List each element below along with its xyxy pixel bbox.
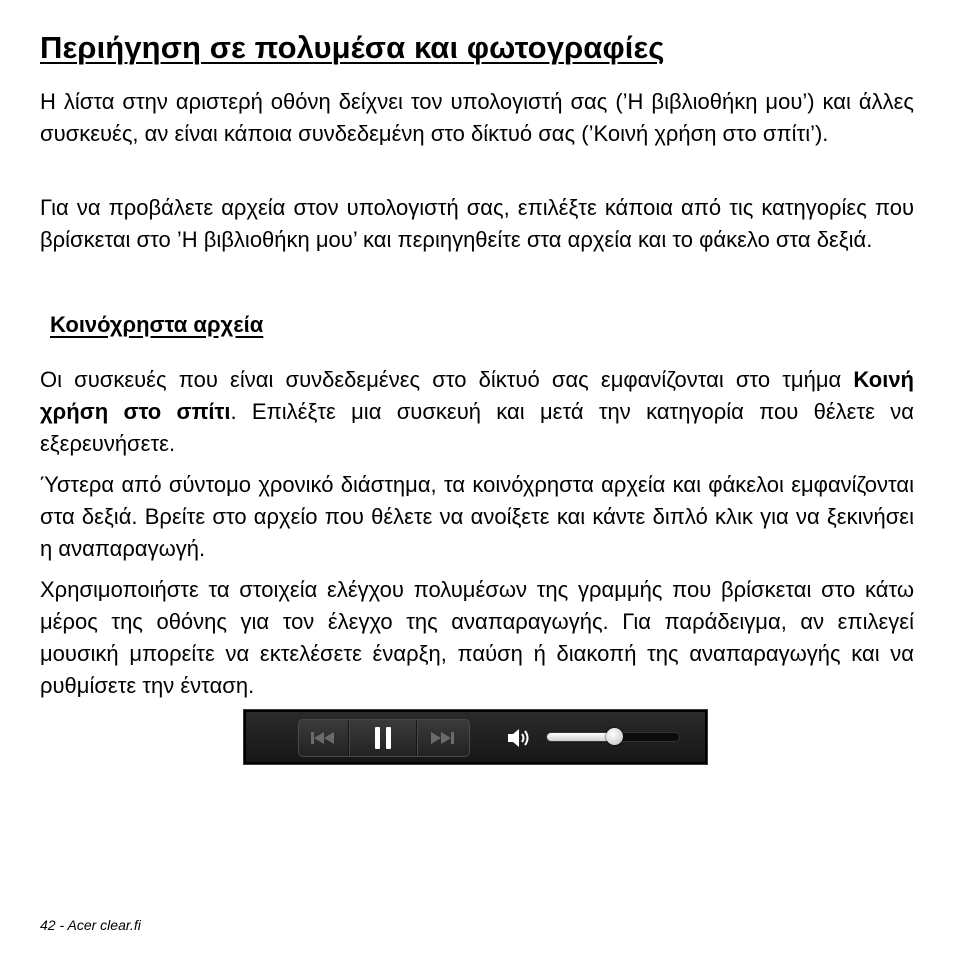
intro-paragraph-2: Για να προβάλετε αρχεία στον υπολογιστή σας, επιλέξτε κάποια από τις κατηγορίες που βρίσκεται στο ’Η βιβλιοθήκη μου’ και περιηγηθείτε στα αρχεία και το φάκελο στα δεξιά. (40, 195, 914, 252)
pause-button[interactable] (349, 720, 417, 756)
media-bar-inner (246, 712, 705, 762)
p1-text-before: Οι συσκευές που είναι συνδεδεμένες στο δίκτυό σας εμφανίζονται στο τμήμα (40, 367, 854, 392)
volume-icon[interactable] (508, 728, 532, 748)
home-sharing-bold: Κοινή χρήση στο σπίτι (40, 367, 914, 424)
next-icon (431, 731, 457, 745)
p1-text-after: . Επιλέξτε μια συσκευή και μετά την κατηγορία που θέλετε να εξερευνήσετε. (40, 399, 914, 456)
section-paragraph-2: Ύστερα από σύντομο χρονικό διάστημα, τα κοινόχρηστα αρχεία και φάκελοι εμφανίζονται στα δεξιά. Βρείτε στο αρχείο που θέλετε να ανοίξετε και κάντε διπλό κλικ για να ξεκινήσει η αναπαραγωγή. (40, 472, 914, 561)
previous-button[interactable] (299, 720, 349, 756)
previous-icon (311, 731, 337, 745)
section-paragraph-3: Χρησιμοποιήστε τα στοιχεία ελέγχου πολυμέσων της γραμμής που βρίσκεται στο κάτω μέρος της οθόνης για τον έλεγχο της αναπαραγωγής. Για παράδειγμα, αν επιλεγεί μουσική μπορείτε να εκτελέσετε έναρξη, παύση ή διακοπή της αναπαραγωγής και να ρυθμίσετε την ένταση. (40, 577, 914, 698)
section-title: Κοινόχρηστα αρχεία (50, 312, 264, 337)
next-button[interactable] (417, 720, 469, 756)
section-paragraph-1 (40, 364, 914, 460)
page-footer: 42 - Acer clear.fi (40, 917, 141, 933)
page-title: Περιήγηση σε πολυμέσα και φωτογραφίες (40, 30, 665, 65)
media-control-bar (243, 709, 708, 765)
intro-paragraph-1: Η λίστα στην αριστερή οθόνη δείχνει τον υπολογιστή σας (’Η βιβλιοθήκη μου’) και άλλες συσκευές, αν είναι κάποια συνδεδεμένη στο δίκτυό σας (’Κοινή χρήση στο σπίτι’). (40, 89, 914, 146)
playback-button-group (298, 719, 470, 757)
volume-slider-thumb[interactable] (606, 728, 623, 745)
pause-icon (374, 726, 392, 750)
